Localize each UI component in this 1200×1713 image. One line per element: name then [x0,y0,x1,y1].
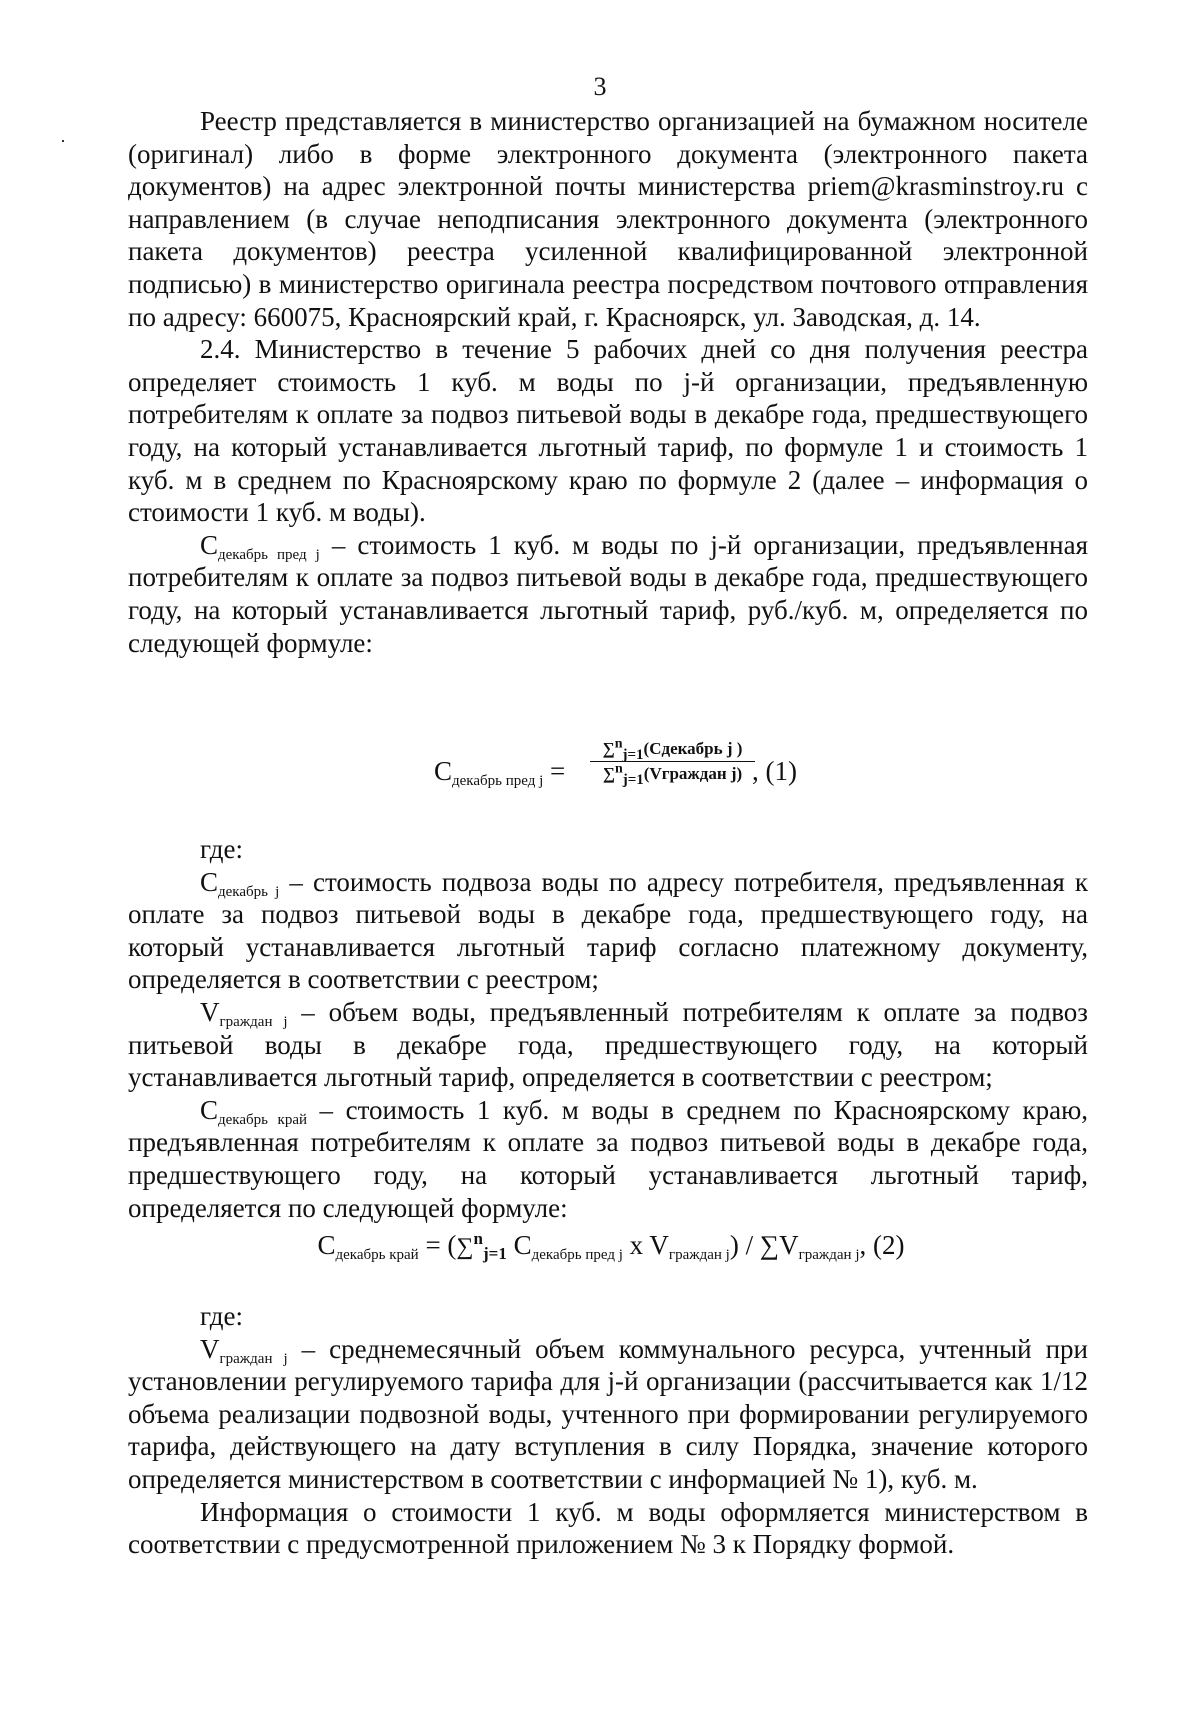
symbol-subscript: декабрь край [218,1111,308,1128]
text-block-middle [128,833,1088,1224]
definition-c-december-region [128,1094,1088,1224]
sum-upper: n [614,761,623,777]
formula-2-number: , (2) [859,1230,905,1260]
sum-sign: ∑ [602,764,615,783]
sum-upper: n [473,1229,483,1248]
symbol-v: V [200,1333,220,1364]
formula-1-lhs [434,756,565,787]
sum-lower: j=1 [483,1244,507,1263]
fraction-numerator [590,736,755,763]
paragraph-final: Информация о стоимости 1 куб. м воды оформляется министерством в соответствии с предусмотренной приложением № 3 к Порядку формой. [128,1496,1088,1560]
equals-sign: = ( [418,1230,457,1260]
c-symbol: С [506,1230,532,1260]
formula-1-number: , (1) [752,756,797,786]
where-label: где: [200,834,243,864]
v-subscript: граждан j [668,1247,730,1263]
c-subscript: декабрь пред j [531,1247,623,1263]
formula-1-fraction [590,736,755,788]
text-block-top [128,105,1088,659]
symbol-c: С [200,529,219,560]
definition-v-citizens-j [128,996,1088,1094]
sum-lower: j=1 [622,747,644,763]
symbol-c: С [200,866,219,897]
equals-sign: = [543,756,566,786]
definition-text: – стоимость 1 куб. м воды по j-й организации, предъявленная потребителям к оплате за подвоз питьевой воды в декабре года, предшествующего году, на который устанавливается льготный тариф, руб./куб. м, определяется по следующей формуле: [128,529,1088,658]
paragraph-registry: Реестр представляется в министерство организацией на бумажном носителе (оригинал) либо в форме электронного документа (электронного пакета документов) на адрес электронной почты министерства priem@krasminstroy.ru с направлением (в случае неподписания электронного документа (электронного пакета документов) реестра усиленной квалифицированной электронной подписью) в министерство оригинала реестра посредством почтового отправления по адресу: 660075, Красноярский край, г. Красноярск, ул. Заводская, д. 14. [128,106,1088,332]
definition-v-citizens-monthly [128,1333,1088,1496]
definition-text: – объем воды, предъявленный потребителям к оплате за подвоз питьевой воды в декабре года, предшествующего году, на который устанавливается льготный тариф, определяется в соответствии с реестром; [128,996,1088,1093]
symbol-subscript: декабрь j [218,883,280,900]
scan-speck [62,140,64,142]
fraction-denominator [590,761,755,788]
symbol-subscript: граждан j [219,1350,288,1367]
v2-subscript: граждан j [798,1247,860,1263]
sum-upper: n [614,736,623,752]
denominator-body: (Vграждан j) [643,764,743,783]
text-block-bottom [128,1300,1088,1561]
times-v: x V [622,1230,669,1260]
formula-1 [0,733,1200,813]
sum-sign: ∑ [602,739,615,758]
where-label: где: [200,1301,243,1331]
definition-text: – стоимость 1 куб. м воды в среднем по Красноярскому краю, предъявленная потребителям к оплате за подвоз питьевой воды в декабре года, предшествующего году, на который устанавливается льготный тариф, определяется по следующей формуле: [128,1094,1089,1223]
lhs-subscript: декабрь пред j [452,773,544,789]
sum-sign: ∑ [456,1234,474,1260]
paragraph-2-4: 2.4. Министерство в течение 5 рабочих дней со дня получения реестра определяет стоимость 1 куб. м воды по j-й организации, предъявленную потребителям к оплате за подвоз питьевой воды в декабре года, предшествующего году, на который устанавливается льготный тариф, по формуле 1 и стоимость 1 куб. м в среднем по Красноярскому краю по формуле 2 (далее – информация о стоимости 1 куб. м воды). [128,334,1088,528]
definition-text: – среднемесячный объем коммунального ресурса, учтенный при установлении регулируемого тарифа для j-й организации (рассчитывается как 1/12 объема реализации подвозной воды, учтенного при формировании регулируемого тарифа, действующего на дату вступления в силу Порядка, значение которого определяется министерством в соответствии с информацией № 1), куб. м. [128,1333,1088,1494]
definition-text: – стоимость подвоза воды по адресу потребителя, предъявленная к оплате за подвоз питьевой воды в декабре года, предшествующего году, на который устанавливается льготный тариф согласно платежному документу, определяется в соответствии с реестром; [128,866,1088,995]
lhs-symbol: С [317,1230,336,1260]
formula-2 [0,1230,1200,1261]
sum-lower: j=1 [622,772,644,788]
definition-c-december-j [128,866,1088,996]
page-number: 3 [593,72,607,101]
symbol-v: V [200,996,220,1027]
symbol-subscript: декабрь пред j [218,546,320,563]
lhs-subscript: декабрь край [335,1247,419,1263]
lhs-symbol: С [434,756,453,786]
symbol-c: С [200,1094,219,1125]
symbol-subscript: граждан j [219,1013,288,1030]
paragraph-cost-definition [128,529,1088,659]
divide-sum-v: ) / ∑V [729,1230,799,1260]
numerator-body: (Сдекабрь j ) [643,739,743,758]
